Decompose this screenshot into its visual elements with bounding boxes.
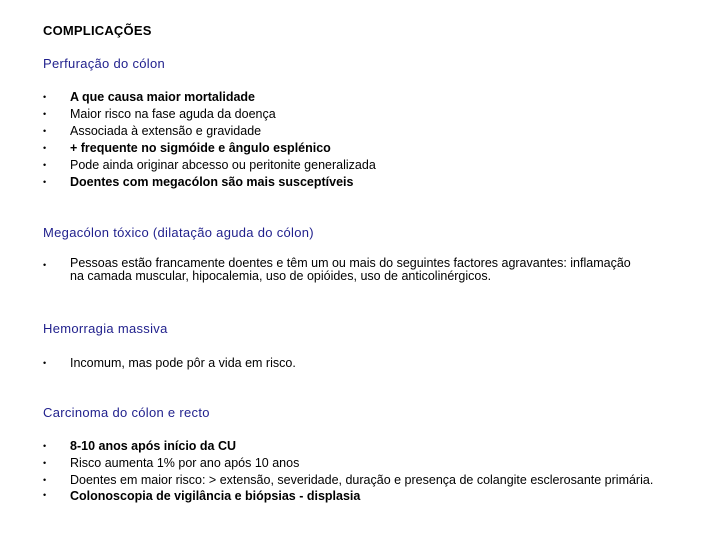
list-item: • Risco aumenta 1% por ano após 10 anos: [43, 456, 300, 470]
section-heading-perfuracao: Perfuração do cólon: [43, 56, 166, 71]
list-item: • Doentes em maior risco: > extensão, severidade, duração e presença de colangite esclerosante primária.: [43, 473, 654, 487]
bullet-icon: •: [43, 475, 47, 485]
list-item: • Colonoscopia de vigilância e biópsias - displasia: [43, 489, 361, 503]
list-item: • Maior risco na fase aguda da doença: [43, 107, 276, 121]
list-item: • Incomum, mas pode pôr a vida em risco.: [43, 356, 296, 370]
hemorragia-list: [43, 355, 683, 372]
section-heading-megacolon: Megacólon tóxico (dilatação aguda do cólon): [43, 225, 314, 240]
bullet-icon: •: [43, 92, 47, 102]
list-item: • 8-10 anos após início da CU: [43, 439, 237, 453]
bullet-icon: •: [43, 126, 47, 136]
page-title: COMPLICAÇÕES: [43, 23, 152, 38]
list-item: • A que causa maior mortalidade: [43, 90, 256, 104]
megacolon-list: [43, 257, 643, 283]
bullet-icon: •: [43, 490, 47, 500]
bullet-icon: •: [43, 441, 47, 451]
bullet-icon: •: [43, 143, 47, 153]
perfuracao-list: [43, 89, 683, 191]
list-item: • + frequente no sigmóide e ângulo esplénico: [43, 141, 331, 155]
bullet-icon: •: [43, 177, 47, 187]
bullet-icon: •: [43, 160, 47, 170]
bullet-icon: •: [43, 358, 47, 368]
bullet-icon: •: [43, 260, 47, 270]
list-item: • Associada à extensão e gravidade: [43, 124, 262, 138]
list-item: • Pessoas estão francamente doentes e têm um ou mais do seguintes factores agravantes: inflamação na camada muscular, hipocalemia, uso de opióides, uso de anticolinérgicos.: [43, 256, 631, 283]
bullet-icon: •: [43, 458, 47, 468]
list-item: • Pode ainda originar abcesso ou peritonite generalizada: [43, 158, 376, 172]
section-heading-hemorragia: Hemorragia massiva: [43, 321, 168, 336]
bullet-icon: •: [43, 109, 47, 119]
section-heading-carcinoma: Carcinoma do cólon e recto: [43, 405, 210, 420]
list-item: • Doentes com megacólon são mais susceptíveis: [43, 175, 354, 189]
carcinoma-list: [43, 438, 683, 505]
